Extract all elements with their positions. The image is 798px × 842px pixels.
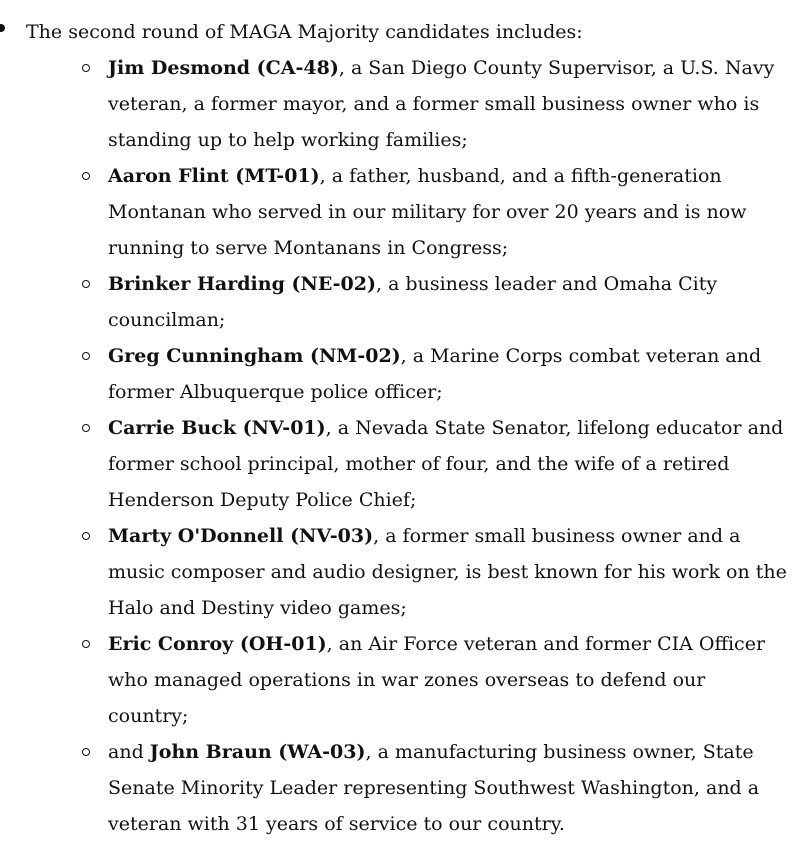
candidate-description: , a Nevada State Senator, lifelong educator and former school principal, mother of four, and the wife of a retired Henderson Deputy Police Chief; bbox=[108, 417, 784, 511]
candidate-description: , a business leader and Omaha City councilman; bbox=[108, 273, 718, 331]
candidate-item bbox=[26, 266, 798, 338]
candidate-name: Eric Conroy (OH-01) bbox=[108, 633, 327, 655]
candidate-text bbox=[108, 266, 788, 338]
candidate-name: Aaron Flint (MT-01) bbox=[108, 165, 320, 187]
candidate-item bbox=[26, 50, 798, 158]
candidate-name: Jim Desmond (CA-48) bbox=[108, 57, 339, 79]
hollow-bullet-icon bbox=[82, 172, 90, 180]
candidate-item bbox=[26, 338, 798, 410]
candidate-name: Carrie Buck (NV-01) bbox=[108, 417, 326, 439]
candidate-description: , a father, husband, and a fifth-generation Montanan who served in our military for over 20 years and is now running to serve Montanans in Congress; bbox=[108, 165, 747, 259]
candidate-name: Greg Cunningham (NM-02) bbox=[108, 345, 401, 367]
candidate-prefix: and bbox=[108, 741, 150, 763]
hollow-bullet-icon bbox=[82, 424, 90, 432]
candidate-text bbox=[108, 518, 788, 626]
candidate-text bbox=[108, 50, 788, 158]
candidate-text bbox=[108, 410, 788, 518]
candidate-name: John Braun (WA-03) bbox=[149, 741, 366, 763]
candidate-description: , an Air Force veteran and former CIA Officer who managed operations in war zones overseas to defend our country; bbox=[108, 633, 766, 727]
hollow-bullet-icon bbox=[82, 352, 90, 360]
candidate-description: , a Marine Corps combat veteran and former Albuquerque police officer; bbox=[108, 345, 762, 403]
candidate-text bbox=[108, 338, 788, 410]
hollow-bullet-icon bbox=[82, 748, 90, 756]
intro-text: The second round of MAGA Majority candidates includes: bbox=[26, 21, 583, 43]
candidate-item bbox=[26, 626, 798, 734]
candidate-list bbox=[26, 50, 798, 842]
candidate-announcement-list bbox=[0, 14, 798, 842]
filled-bullet-icon bbox=[0, 24, 5, 32]
candidate-text bbox=[108, 626, 788, 734]
candidate-text bbox=[108, 734, 788, 842]
candidate-name: Brinker Harding (NE-02) bbox=[108, 273, 376, 295]
outer-list-item bbox=[0, 14, 798, 842]
candidate-description: , a former small business owner and a music composer and audio designer, is best known for his work on the Halo and Destiny video games; bbox=[108, 525, 787, 619]
candidate-name: Marty O'Donnell (NV-03) bbox=[108, 525, 374, 547]
candidate-item bbox=[26, 518, 798, 626]
hollow-bullet-icon bbox=[82, 532, 90, 540]
candidate-description: , a manufacturing business owner, State Senate Minority Leader representing Southwest Washington, and a veteran with 31 years of service to our country. bbox=[108, 741, 760, 835]
hollow-bullet-icon bbox=[82, 640, 90, 648]
hollow-bullet-icon bbox=[82, 280, 90, 288]
candidate-item bbox=[26, 410, 798, 518]
candidate-item bbox=[26, 734, 798, 842]
hollow-bullet-icon bbox=[82, 64, 90, 72]
candidate-text bbox=[108, 158, 788, 266]
candidate-description: , a San Diego County Supervisor, a U.S. Navy veteran, a former mayor, and a former small business owner who is standing up to help working families; bbox=[108, 57, 775, 151]
candidate-item bbox=[26, 158, 798, 266]
